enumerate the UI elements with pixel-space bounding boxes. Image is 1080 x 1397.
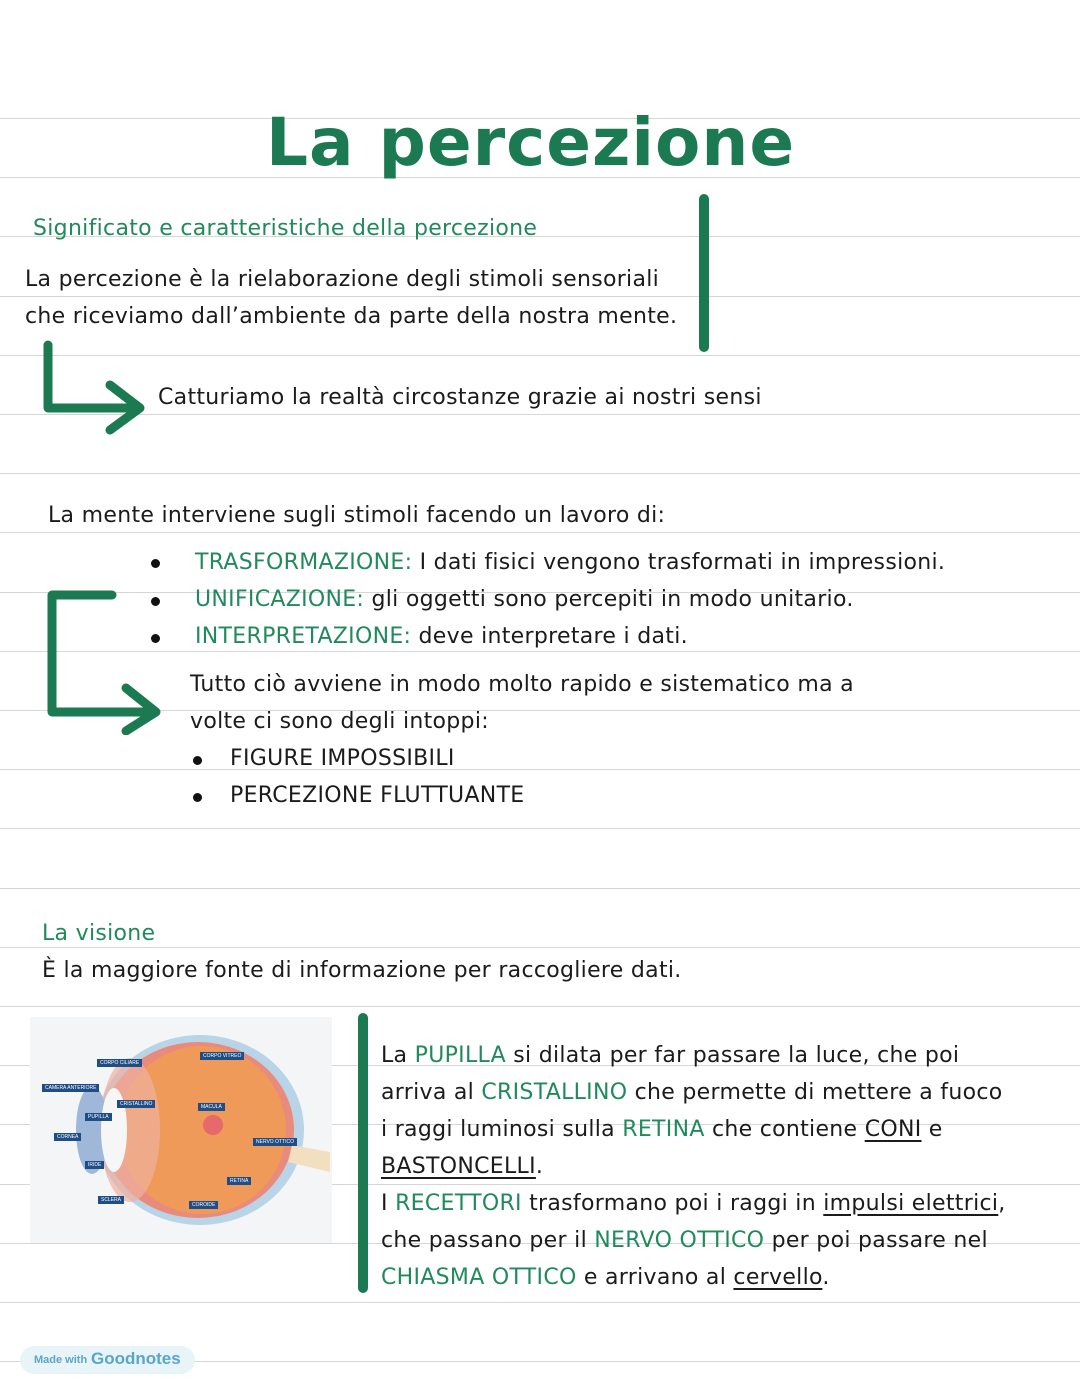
eye-label: PUPILLA — [85, 1113, 112, 1121]
ruled-line — [0, 947, 1080, 948]
vertical-accent-bar — [699, 194, 709, 352]
subitem-figure-impossibili: FIGURE IMPOSSIBILI — [230, 746, 455, 771]
vertical-accent-bar — [358, 1013, 368, 1293]
bracket-arrow-icon — [40, 585, 170, 735]
arrow-icon — [38, 340, 153, 435]
badge-made-with: Made with — [34, 1354, 88, 1366]
vision-paragraph-line: che passano per il NERVO OTTICO per poi passare nel — [381, 1228, 988, 1253]
ruled-line — [0, 355, 1080, 356]
arrow-text: Catturiamo la realtà circostanze grazie ai nostri sensi — [158, 385, 762, 410]
subitem-percezione-fluttuante: PERCEZIONE FLUTTUANTE — [230, 783, 525, 808]
list-item-unificazione: UNIFICAZIONE: gli oggetti sono percepiti in modo unitario. — [195, 587, 854, 612]
definition-line-2: che riceviamo dall’ambiente da parte della nostra mente. — [25, 304, 678, 329]
eye-label: NERVO OTTICO — [253, 1138, 297, 1146]
eye-label: CAMERA ANTERIORE — [42, 1084, 99, 1092]
eye-anatomy-diagram — [30, 1017, 332, 1243]
mind-intro: La mente interviene sugli stimoli facendo un lavoro di: — [48, 503, 666, 528]
eye-label: CRISTALLINO — [117, 1100, 155, 1108]
eye-label: COROIDE — [189, 1201, 218, 1209]
eye-label: RETINA — [227, 1177, 251, 1185]
goodnotes-badge[interactable] — [20, 1346, 195, 1374]
vision-paragraph-line: CHIASMA OTTICO e arrivano al cervello. — [381, 1265, 830, 1290]
eye-label: CORPO CILIARE — [97, 1059, 142, 1067]
vision-paragraph-line: arriva al CRISTALLINO che permette di mettere a fuoco — [381, 1080, 1003, 1105]
ruled-line — [0, 1006, 1080, 1007]
ruled-line — [0, 888, 1080, 889]
vision-paragraph-line: La PUPILLA si dilata per far passare la luce, che poi — [381, 1043, 960, 1068]
eye-label: CORNEA — [54, 1133, 81, 1141]
bullet — [193, 756, 202, 765]
ruled-line — [0, 473, 1080, 474]
vision-paragraph-line: i raggi luminosi sulla RETINA che contiene CONI e — [381, 1117, 943, 1142]
eye-label: IRIDE — [85, 1161, 104, 1169]
bullet — [151, 559, 160, 568]
list-item-interpretazione: INTERPRETAZIONE: deve interpretare i dati. — [195, 624, 688, 649]
badge-brand: Goodnotes — [91, 1349, 181, 1368]
eye-label: CORPO VITREO — [200, 1052, 244, 1060]
vision-paragraph-line: BASTONCELLI. — [381, 1154, 544, 1179]
eye-label: MACULA — [198, 1103, 225, 1111]
note-line-1: Tutto ciò avviene in modo molto rapido e sistematico ma a — [190, 672, 854, 697]
eye-illustration — [30, 1017, 332, 1243]
page-title: La percezione — [266, 104, 796, 181]
ruled-line — [0, 769, 1080, 770]
vision-paragraph-line: I RECETTORI trasformano poi i raggi in impulsi elettrici, — [381, 1191, 1006, 1216]
ruled-line — [0, 296, 1080, 297]
bullet — [193, 793, 202, 802]
eye-label: SCLERA — [98, 1196, 124, 1204]
note-line-2: volte ci sono degli intoppi: — [190, 709, 489, 734]
ruled-line — [0, 414, 1080, 415]
ruled-line — [0, 828, 1080, 829]
vision-intro: È la maggiore fonte di informazione per raccogliere dati. — [42, 958, 682, 983]
section-heading-meaning: Significato e caratteristiche della percezione — [33, 216, 538, 241]
ruled-line — [0, 1302, 1080, 1303]
list-item-trasformazione: TRASFORMAZIONE: I dati fisici vengono trasformati in impressioni. — [195, 550, 946, 575]
ruled-line — [0, 532, 1080, 533]
definition-line-1: La percezione è la rielaborazione degli stimoli sensoriali — [25, 267, 660, 292]
section-heading-visione: La visione — [42, 921, 156, 946]
